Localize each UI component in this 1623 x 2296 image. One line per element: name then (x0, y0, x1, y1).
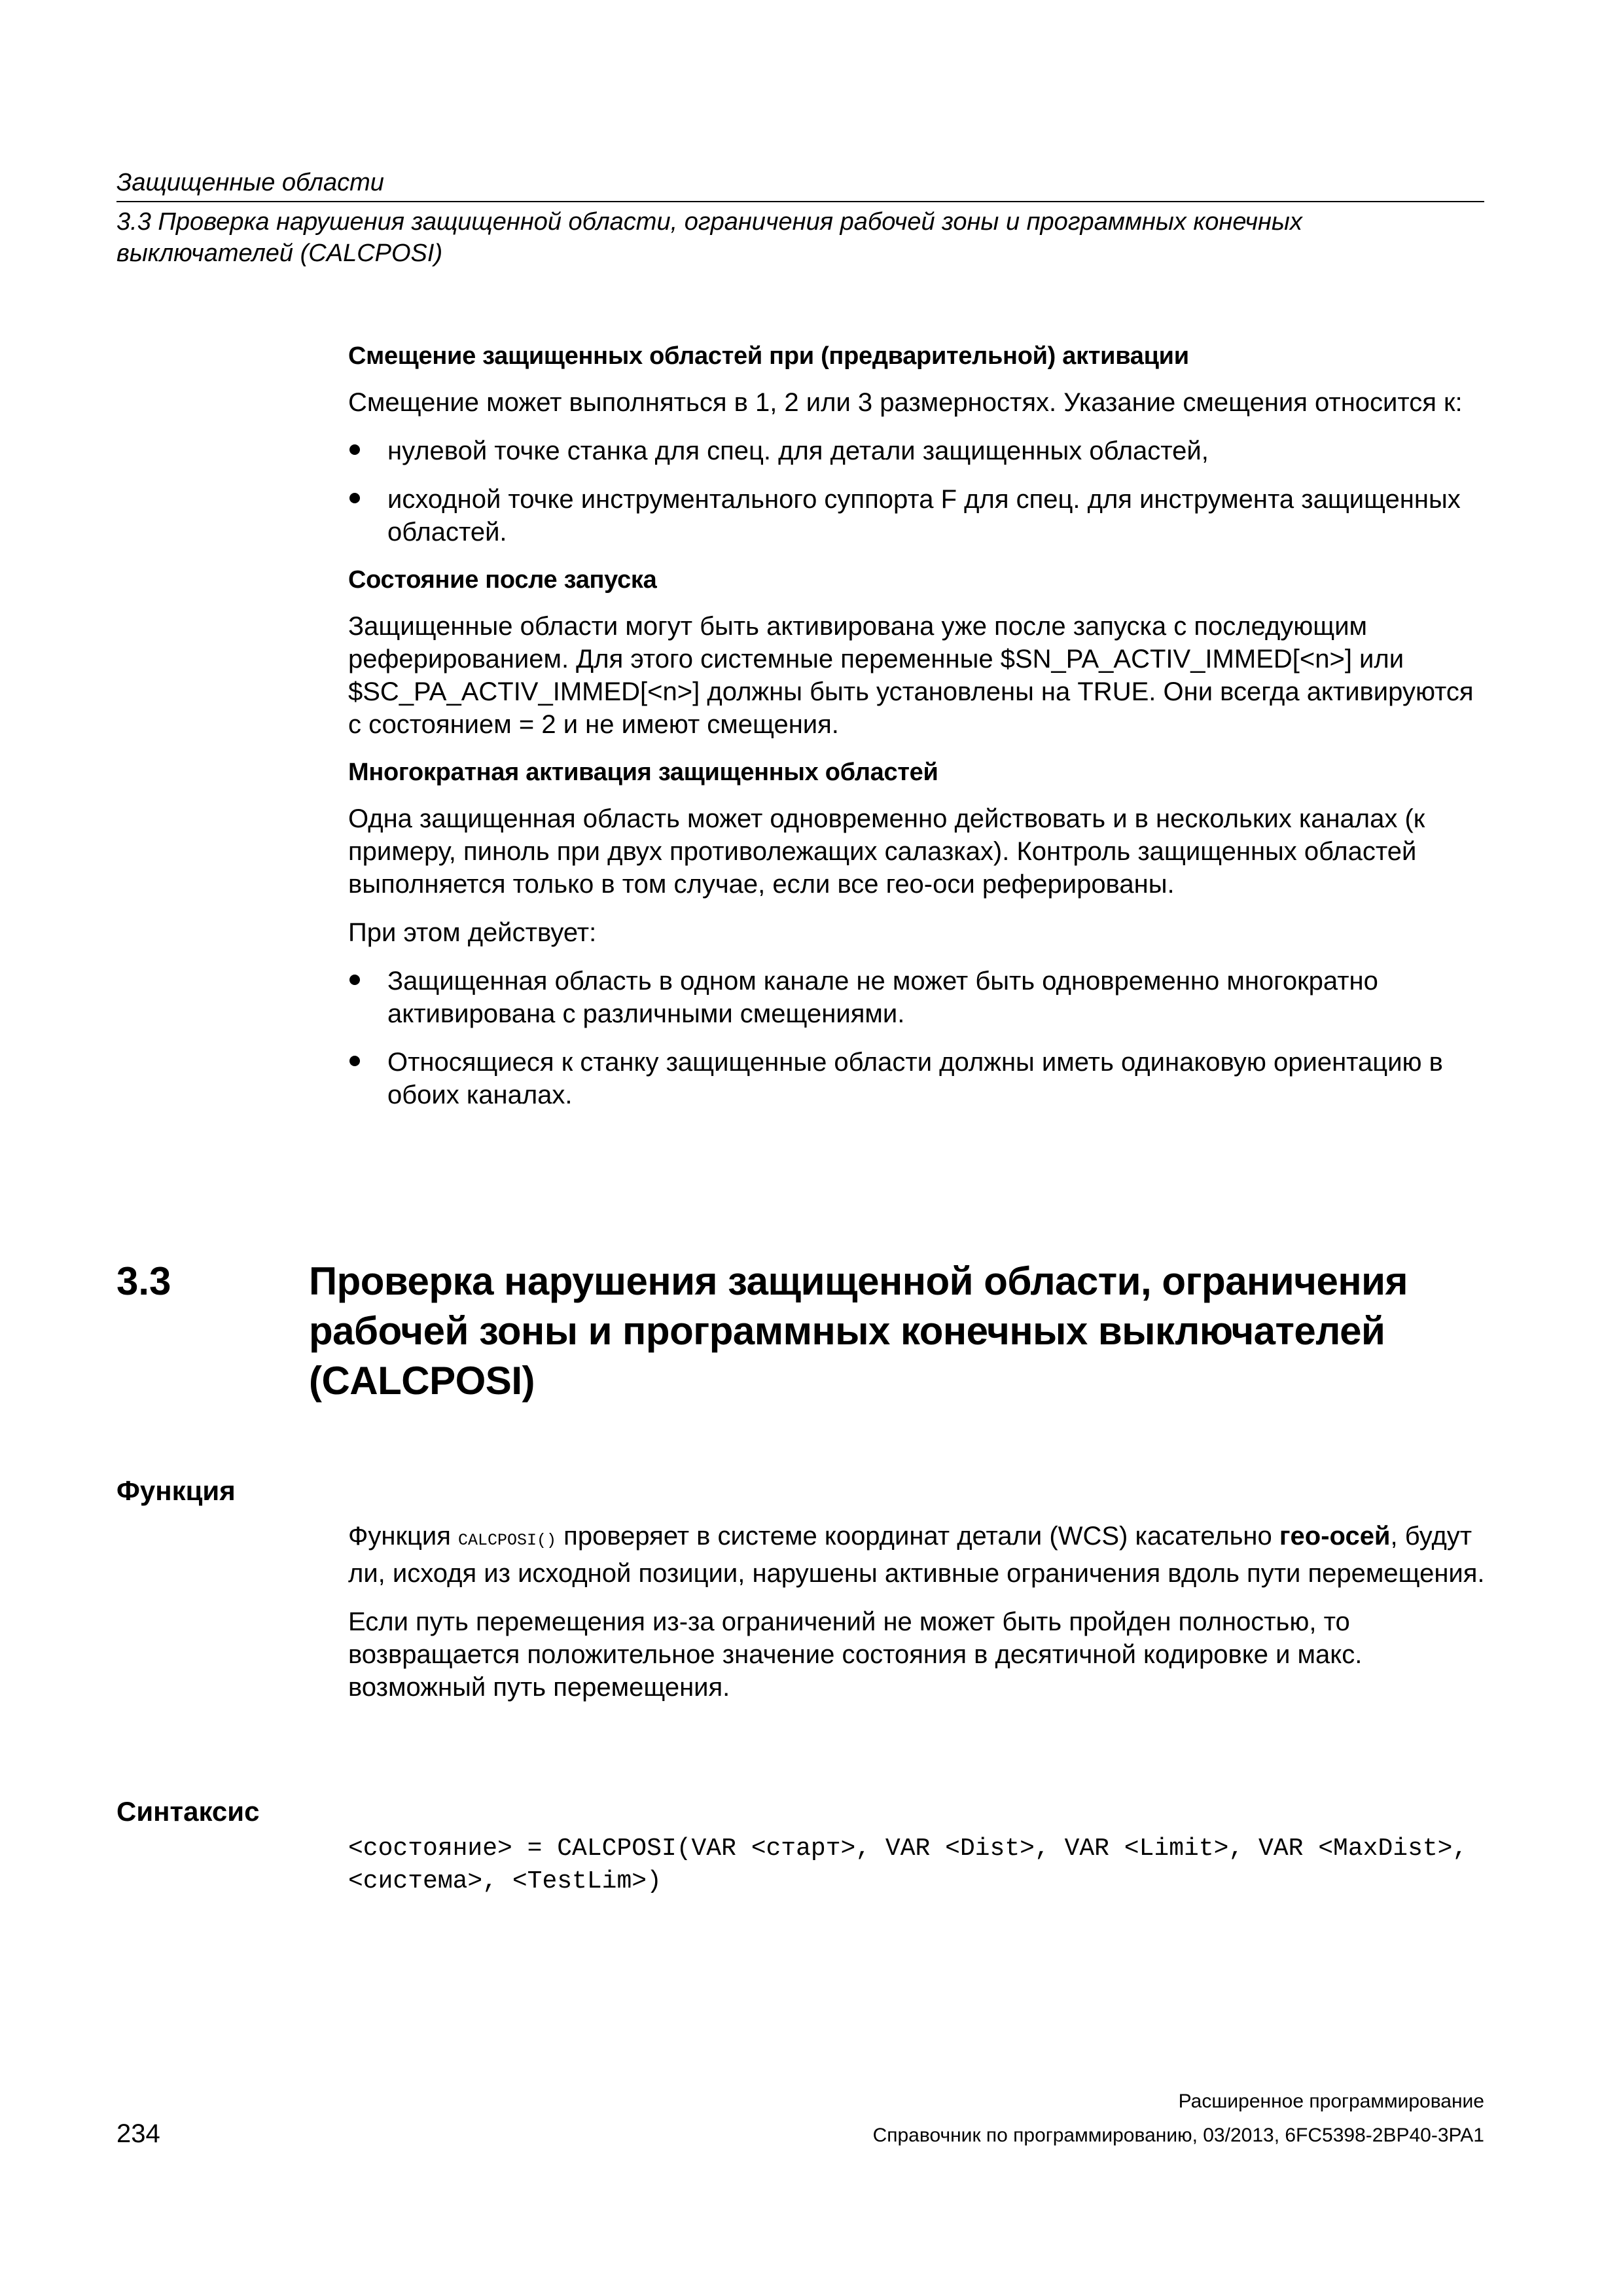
running-header-section: 3.3 Проверка нарушения защищенной области, ограничения рабочей зоны и программных конечных выключателей (CALCPOSI) (116, 208, 1302, 267)
bullet-icon (349, 493, 360, 503)
page-number: 234 (116, 2119, 160, 2148)
list-item (348, 435, 1487, 467)
startup-text: Защищенные области могут быть активирована уже после запуска с последующим реферированием. Для этого системные переменные $SN_PA_ACTIV_IMMED[<n>] или $SC_PA_ACTIV_IMMED[<n>] должны быть установлены на TRUE. Они всегда активируются с состоянием = 2 и не имеют смещения. (348, 612, 1474, 739)
function-body (348, 1520, 1487, 1719)
multi-activation-text: Одна защищенная область может одновременно действовать и в нескольких каналах (к примеру, пиноль при двух противолежащих салазках). Контроль защищенных областей выполняется только в том случае, если все гео-оси реферированы. (348, 804, 1425, 899)
function-heading: Функция (116, 1475, 236, 1506)
multi-bullet-list (348, 965, 1487, 1111)
function-result-text: Если путь перемещения из-за ограничений не может быть пройден полностью, то возвращается положительное значение состояния в десятичной кодировке и макс. возможный путь перемещения. (348, 1607, 1363, 1702)
list-item-text: исходной точке инструментального суппорта F для спец. для инструмента защищенных областей. (387, 485, 1461, 547)
offset-bullet-list (348, 435, 1487, 548)
list-item-text: нулевой точке станка для спец. для детали защищенных областей, (387, 437, 1209, 465)
running-header-chapter: Защищенные области (116, 167, 1484, 202)
section-title: Проверка нарушения защищенной области, ограничения рабочей зоны и программных конечных выключателей (CALCPOSI) (309, 1259, 1408, 1403)
text-run: Функция (348, 1522, 459, 1551)
list-item (348, 965, 1487, 1030)
code-calcposi: CALCPOSI() (458, 1531, 557, 1550)
running-header (116, 167, 1484, 269)
bullet-icon (349, 444, 360, 455)
upper-body (348, 340, 1487, 1127)
list-item-text: Относящиеся к станку защищенные области должны иметь одинаковую ориентацию в обоих каналах. (387, 1048, 1443, 1109)
function-description (348, 1520, 1487, 1590)
list-item (348, 483, 1487, 548)
multi-activation-heading: Многократная активация защищенных областей (348, 759, 938, 786)
offset-intro: Смещение может выполняться в 1, 2 или 3 размерностях. Указание смещения относится к: (348, 388, 1463, 417)
bullet-icon (349, 1056, 360, 1066)
applies-text: При этом действует: (348, 918, 597, 947)
section-number: 3.3 (116, 1259, 171, 1303)
emphasis-geo-axes: гео-осей (1279, 1522, 1391, 1551)
bullet-icon (349, 975, 360, 985)
footer-book-info: Справочник по программированию, 03/2013, 6FC5398-2BP40-3PA1 (872, 2125, 1484, 2146)
footer-book-title: Расширенное программирование (1178, 2090, 1484, 2112)
list-item-text: Защищенная область в одном канале не может быть одновременно многократно активирована с различными смещениями. (387, 967, 1378, 1028)
syntax-heading: Синтаксис (116, 1796, 260, 1827)
startup-heading: Состояние после запуска (348, 566, 657, 594)
syntax-code: <состояние> = CALCPOSI(VAR <старт>, VAR <Dist>, VAR <Limit>, VAR <MaxDist>, <система>, <TestLim>) (348, 1835, 1483, 1895)
offset-heading: Смещение защищенных областей при (предварительной) активации (348, 342, 1189, 370)
text-run: , будут ли, исходя из исходной позиции, нарушены активные ограничения вдоль пути перемещения. (348, 1522, 1485, 1588)
text-run: проверяет в системе координат детали (WCS) касательно (556, 1522, 1279, 1551)
list-item (348, 1046, 1487, 1111)
